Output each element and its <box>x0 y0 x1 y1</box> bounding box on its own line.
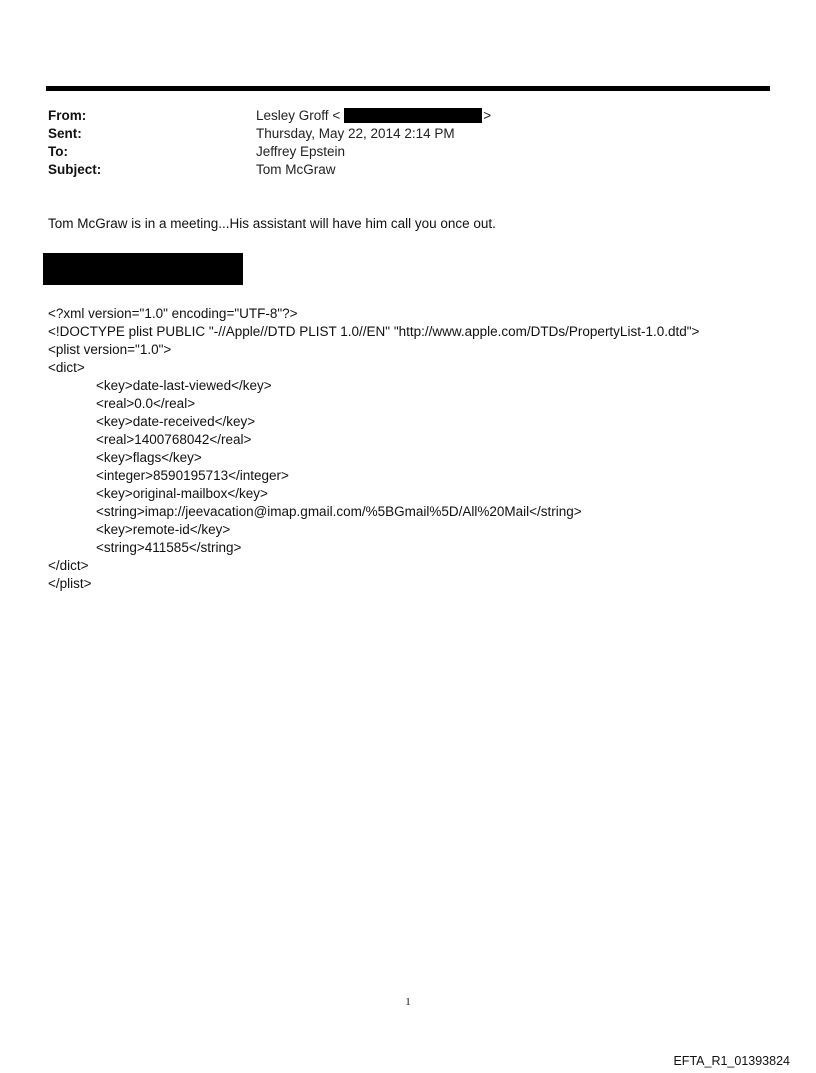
page-number: 1 <box>405 996 411 1008</box>
from-label: From: <box>48 108 87 123</box>
plist-line: <key>date-last-viewed</key> <box>96 378 272 393</box>
plist-line: <string>411585</string> <box>96 540 242 555</box>
plist-line: <string>imap://jeevacation@imap.gmail.com/%5BGmail%5D/All%20Mail</string> <box>96 504 582 519</box>
plist-line: <key>remote-id</key> <box>96 522 231 537</box>
to-label: To: <box>48 144 68 159</box>
plist-line: <?xml version="1.0" encoding="UTF-8"?> <box>48 306 298 321</box>
plist-line: <key>date-received</key> <box>96 414 256 429</box>
sender-name: Lesley Groff <box>256 108 329 123</box>
plist-line: <real>1400768042</real> <box>96 432 252 447</box>
document-id: EFTA_R1_01393824 <box>673 1054 790 1068</box>
sent-value: Thursday, May 22, 2014 2:14 PM <box>256 126 455 141</box>
plist-line: <real>0.0</real> <box>96 396 196 411</box>
from-close-bracket: > <box>483 108 492 123</box>
subject-value: Tom McGraw <box>256 162 336 177</box>
redacted-signature-block <box>43 253 243 285</box>
plist-line: <key>original-mailbox</key> <box>96 486 268 501</box>
subject-label: Subject: <box>48 162 102 177</box>
to-value: Jeffrey Epstein <box>256 144 346 159</box>
plist-line: <integer>8590195713</integer> <box>96 468 289 483</box>
plist-line: <!DOCTYPE plist PUBLIC "-//Apple//DTD PLIST 1.0//EN" "http://www.apple.com/DTDs/PropertyList-1.0.dtd"> <box>48 324 700 339</box>
plist-line: <key>flags</key> <box>96 450 202 465</box>
from-value <box>256 107 491 125</box>
sent-label: Sent: <box>48 126 82 141</box>
plist-line: </plist> <box>48 576 92 591</box>
email-body: Tom McGraw is in a meeting...His assistant will have him call you once out. <box>48 216 496 231</box>
plist-line: </dict> <box>48 558 89 573</box>
plist-metadata-block <box>48 305 699 593</box>
plist-line: <dict> <box>48 360 85 375</box>
redacted-email-address <box>344 108 482 123</box>
header-divider <box>46 86 770 91</box>
plist-line: <plist version="1.0"> <box>48 342 172 357</box>
from-open-bracket: < <box>332 108 341 123</box>
